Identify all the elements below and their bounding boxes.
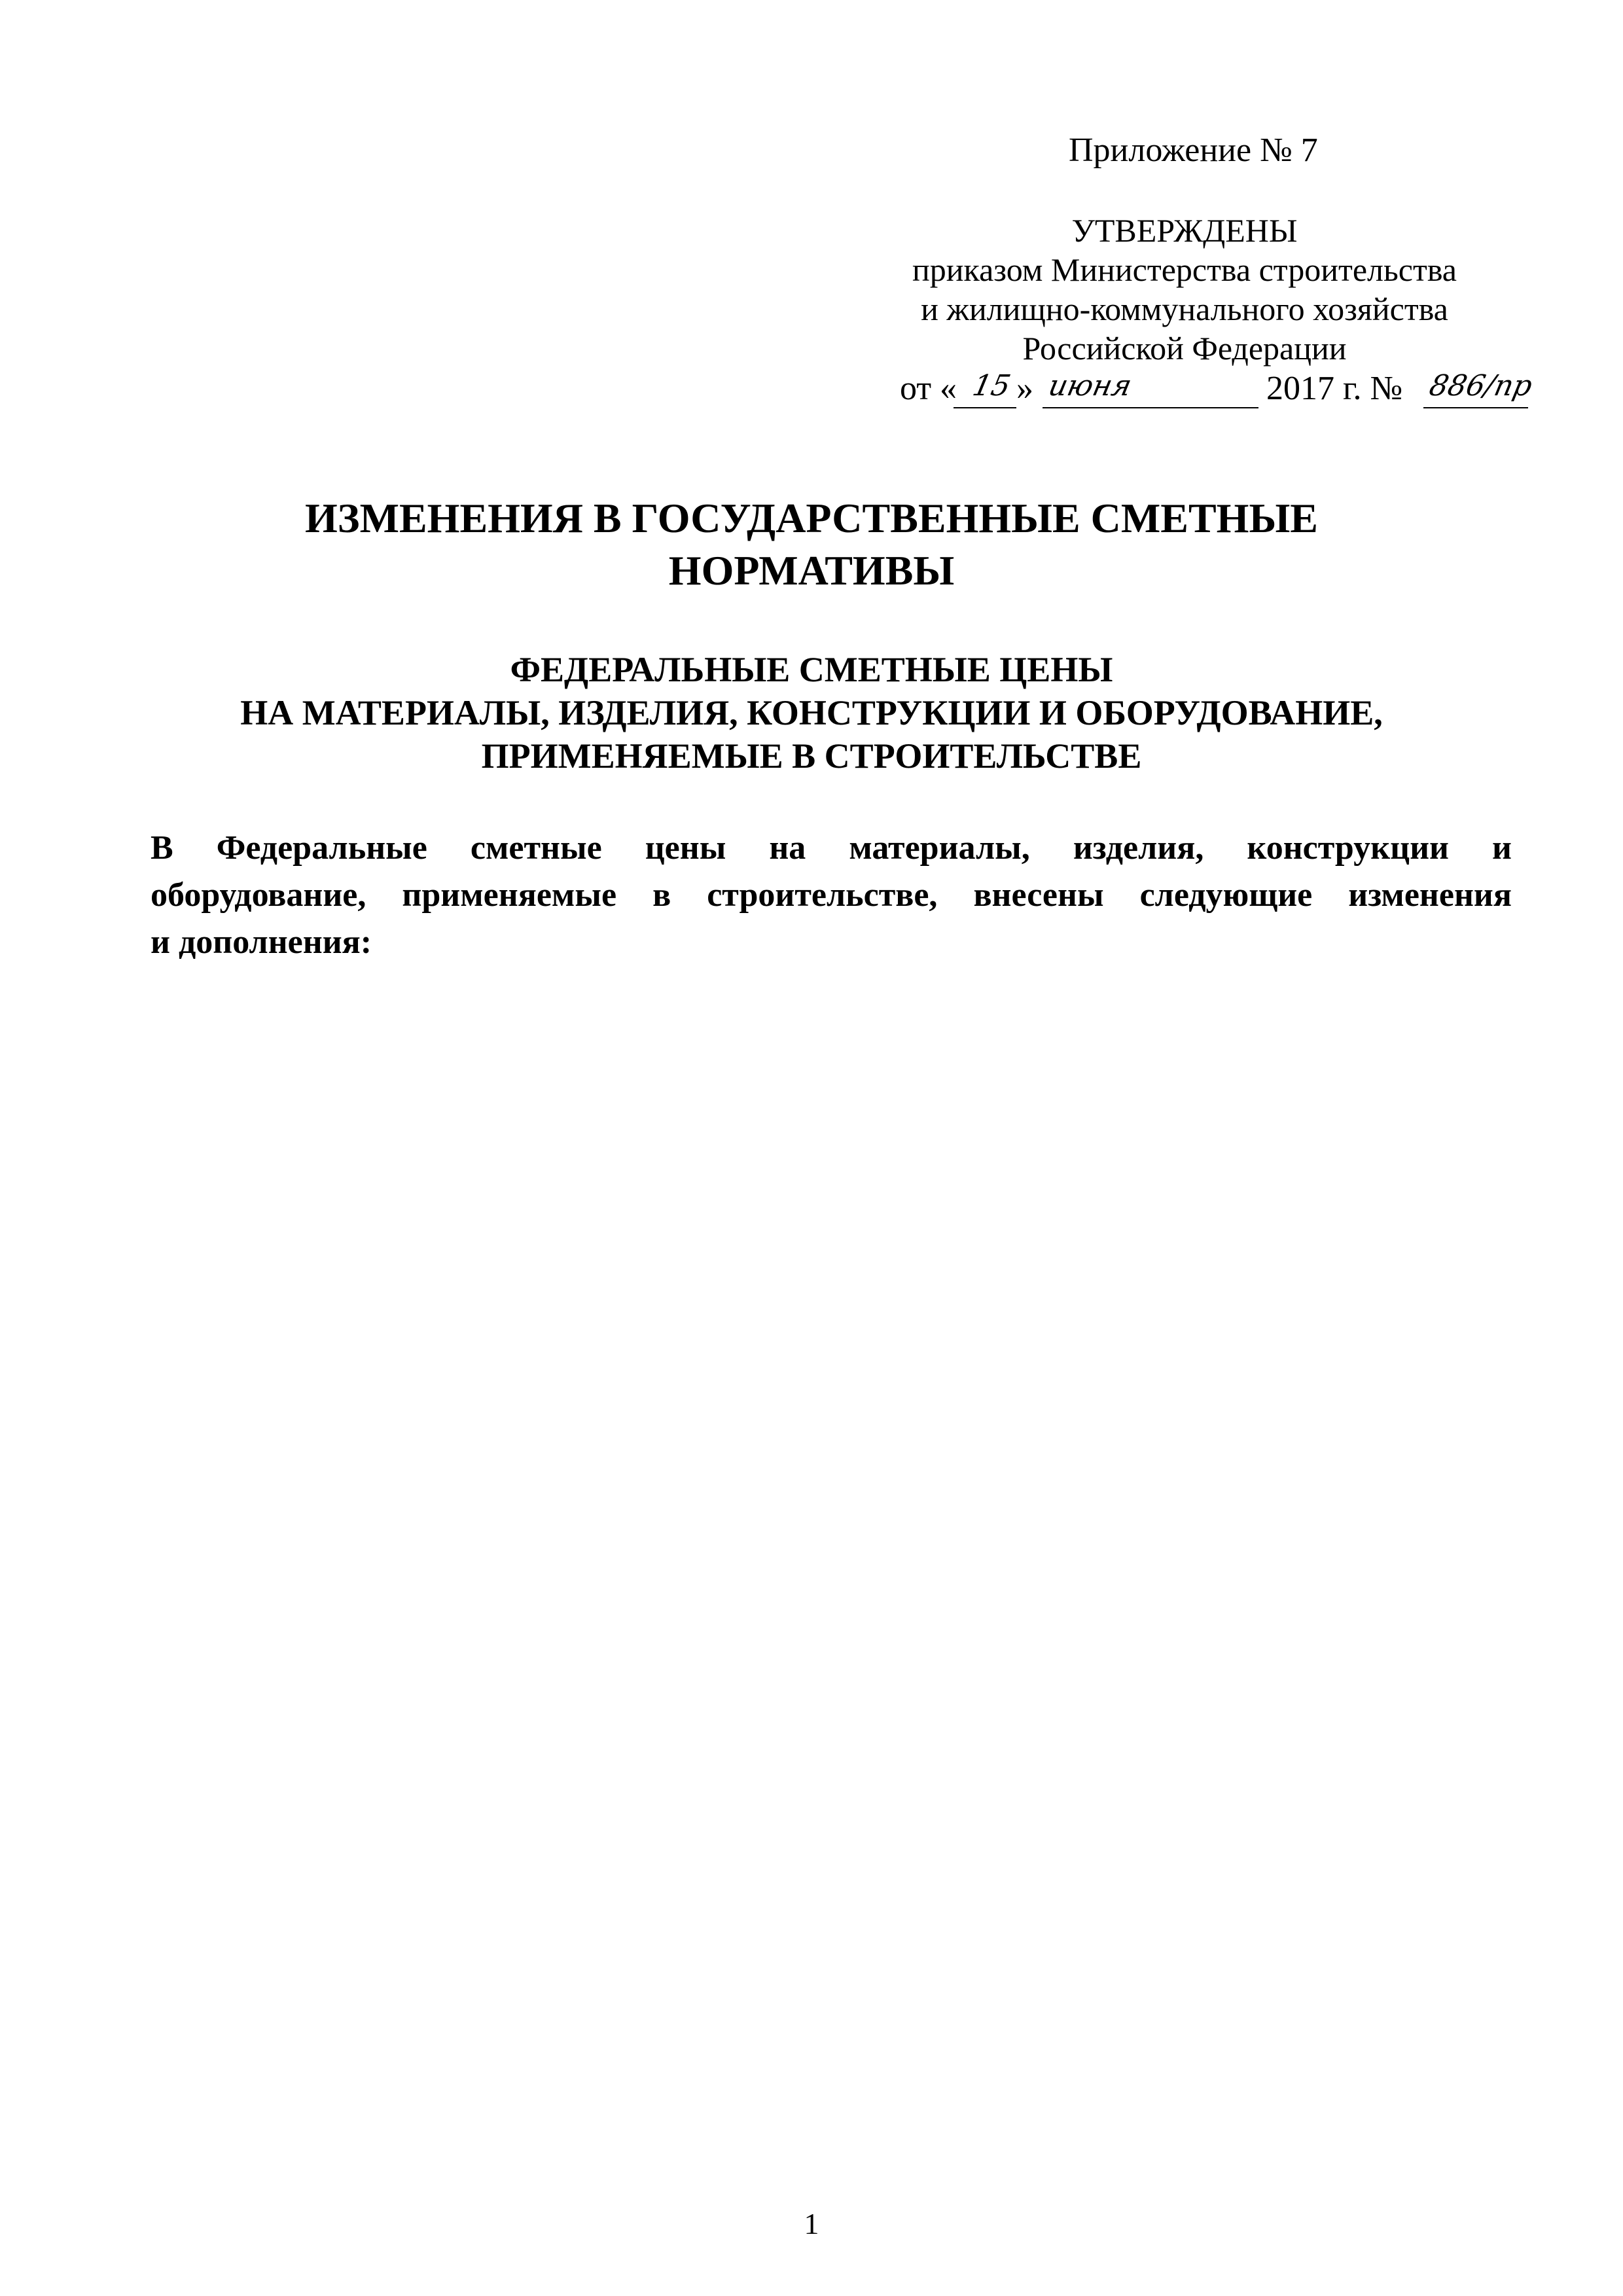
order-date-line (900, 367, 1554, 419)
intro-paragraph (151, 825, 1512, 966)
month-underline (1043, 407, 1258, 408)
title-line-1: ИЗМЕНЕНИЯ В ГОСУДАРСТВЕННЫЕ СМЕТНЫЕ (305, 495, 1318, 541)
title-line-2: НОРМАТИВЫ (668, 547, 955, 594)
document-subtitle (0, 648, 1623, 778)
approval-status: УТВЕРЖДЕНЫ (1071, 212, 1298, 249)
approval-line-1: приказом Министерства строительства (912, 251, 1457, 288)
approval-block (870, 211, 1499, 368)
approval-line-2: и жилищно-коммунального хозяйства (921, 291, 1448, 327)
intro-line-3: и дополнения: (151, 924, 372, 961)
approval-line-3: Российской Федерации (1022, 330, 1347, 367)
order-month-handwritten: июня (1045, 369, 1135, 403)
intro-line-1: В Федеральные сметные цены на материалы, изделия, конструкции и (151, 829, 1512, 867)
page-number: 1 (804, 2207, 819, 2240)
subtitle-line-2: НА МАТЕРИАЛЫ, ИЗДЕЛИЯ, КОНСТРУКЦИИ И ОБОРУДОВАНИЕ, (240, 693, 1383, 732)
subtitle-line-1: ФЕДЕРАЛЬНЫЕ СМЕТНЫЕ ЦЕНЫ (510, 650, 1113, 689)
appendix-label: Приложение № 7 (1069, 132, 1318, 169)
number-underline (1423, 407, 1528, 408)
order-number-handwritten: 886/пр (1426, 369, 1535, 403)
order-prefix: от « (900, 370, 957, 407)
day-underline (954, 407, 1016, 408)
order-year-text: 2017 г. № (1266, 370, 1403, 407)
order-day-handwritten: 15 (969, 369, 1014, 403)
subtitle-line-3: ПРИМЕНЯЕМЫЕ В СТРОИТЕЛЬСТВЕ (481, 736, 1142, 776)
document-title (0, 492, 1623, 597)
intro-line-2: оборудование, применяемые в строительстве, внесены следующие изменения (151, 876, 1512, 914)
order-quote-close: » (1016, 370, 1033, 407)
